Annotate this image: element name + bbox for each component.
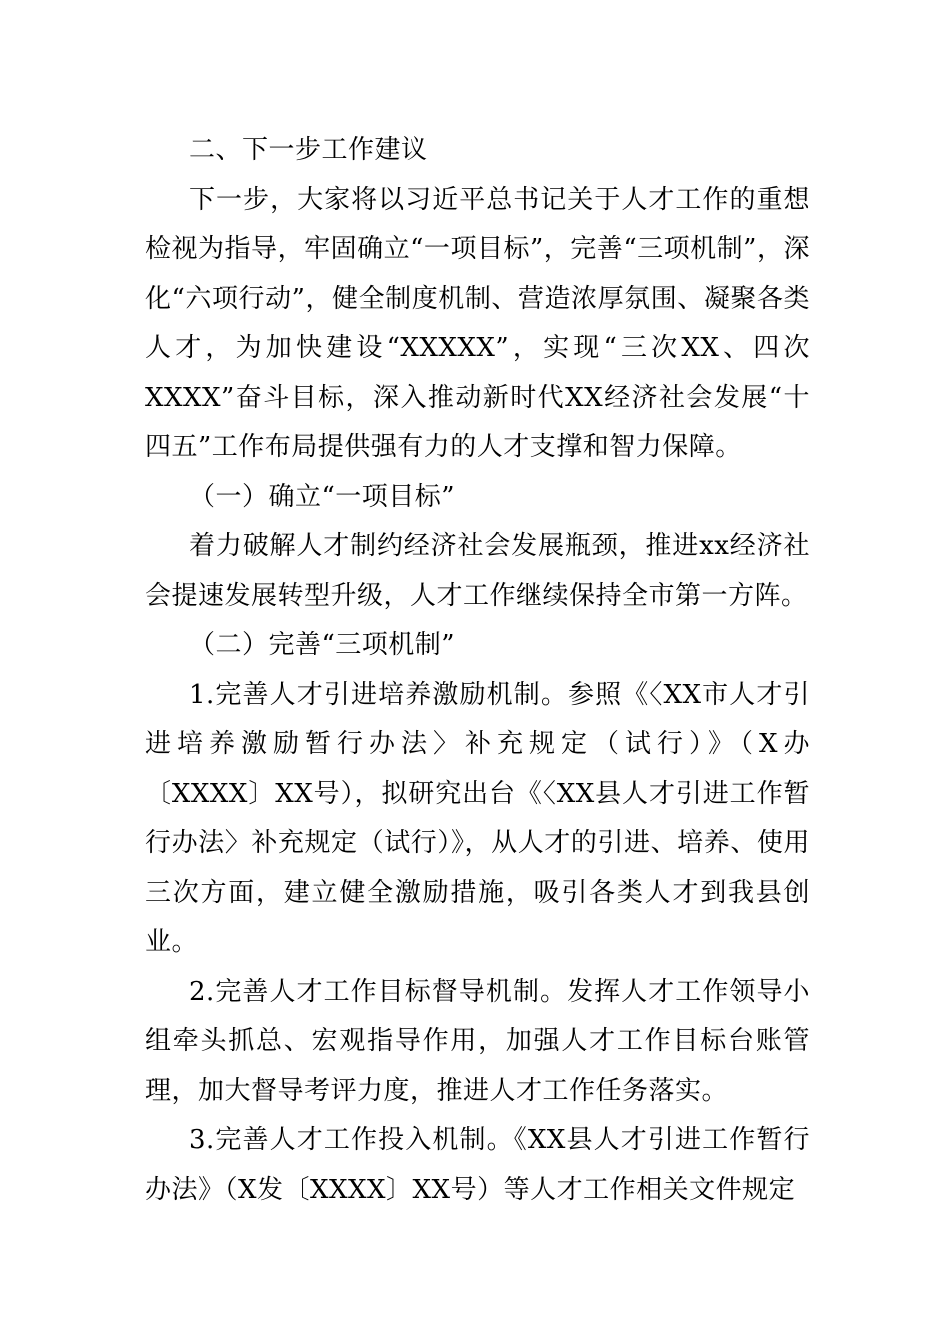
subsection-2-heading: （二）完善“三项机制” — [189, 630, 456, 660]
item-2-paragraph: 2.完善人才工作目标督导机制。发挥人才工作领导小组牵头抓总、宏观指导作用，加强人才工作目标台账管理，加大督导考评力度，推进人才工作任务落实。 — [145, 976, 810, 1106]
item-1-paragraph: 1.完善人才引进培养激励机制。参照《〈XX市人才引进培养激励暂行办法〉补充规定（试行）》（X办〔XXXX〕XX号），拟研究出台《〈XX县人才引进工作暂行办法〉补充规定（试行）》，从人才的引进、培养、使用三次方面，建立健全激励措施，吸引各类人才到我县创业。 — [145, 679, 810, 957]
subsection-1-heading: （一）确立“一项目标” — [189, 481, 456, 512]
item-3-paragraph: 3.完善人才工作投入机制。《XX县人才引进工作暂行办法》（X发〔XXXX〕XX号）等人才工作相关文件规定 — [145, 1125, 810, 1205]
subsection-1-paragraph: 着力破解人才制约经济社会发展瓶颈，推进xx经济社会提速发展转型升级，人才工作继续保持全市第一方阵。 — [145, 531, 810, 611]
section-heading: 二、下一步工作建议 — [189, 135, 428, 165]
intro-paragraph: 下一步，大家将以习近平总书记关于人才工作的重想检视为指导，牢固确立“一项目标”，完善“三项机制”，深化“六项行动”，健全制度机制、营造浓厚氛围、凝聚各类人才，为加快建设“XXXXX”，实现“三次XX、四次XXXX”奋斗目标，深入推动新时代XX经济社会发展“十四五”工作布局提供强有力的人才支撑和智力保障。 — [145, 184, 810, 462]
